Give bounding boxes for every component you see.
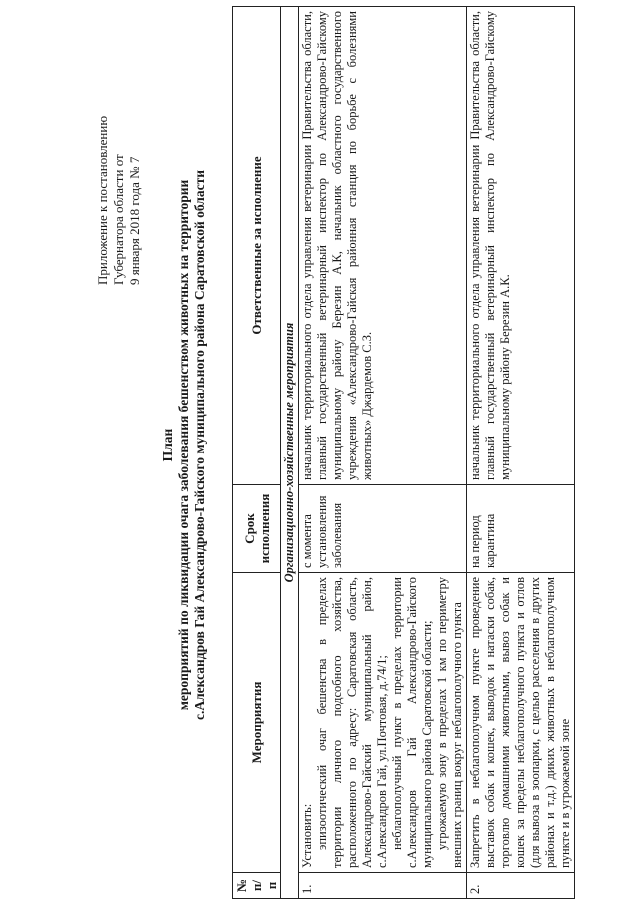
annex-line-2: Губернатора области от <box>111 154 126 285</box>
row-1-term: с момента установления заболевания <box>299 485 467 573</box>
table-row <box>299 7 467 899</box>
row-2-activity-p1: Запретить в неблагополучном пункте проведение выставок собак и кошек, выводок и натаски собак, торговлю домашними животными, вывоз собак и кошек за пределы неблагополучного пункта и отлов (для вывоза в зоопарки, с целью расселения в других районах и т.д.) диких животных в неблагополучном пункте и в угрожаемой зоне <box>468 577 572 868</box>
header-term: Срок исполнения <box>233 485 281 573</box>
table-header-row <box>233 7 281 899</box>
header-num: № п/п <box>233 873 281 899</box>
row-2-num: 2. <box>467 873 575 899</box>
header-responsible: Ответственные за исполнение <box>233 7 281 485</box>
row-2-term: на период карантина <box>467 485 575 573</box>
row-1-responsible: начальник территориального отдела управления ветеринарии Правительства области, главный государственный ветеринарный инспектор по Александрово-Гайскому муниципальному району Березин А.К, начальник областного государственного учреждения «Александрово-Гайская районная станция по борьбе с болезнями животных» Джардемов С.З. <box>299 7 467 485</box>
section-title: Организационно-хозяйственные мероприятия <box>281 7 299 899</box>
annex-line-1: Приложение к постановлению <box>95 115 110 285</box>
row-1-activity-p2: эпизоотический очаг бешенства в пределах территории личного подсобного хозяйства, расположенного по адресу: Саратовская область, Александрово-Гайский муниципальный район, с.Александров Гай, ул.Почтовая, д.74/1; <box>315 577 389 868</box>
row-2-activity <box>467 573 575 873</box>
title-line-1: План <box>160 428 175 462</box>
title-line-3: с.Александров Гай Александрово-Гайского муниципального района Саратовской области <box>192 169 207 721</box>
row-1-activity-p1: Установить: <box>300 803 314 868</box>
row-1-num: 1. <box>299 873 467 899</box>
row-1-activity-p4: угрожаемую зону в пределах 1 км по периметру внешних границ вокруг неблагополучного пункта <box>435 577 464 868</box>
annex-note <box>95 55 143 285</box>
row-2-responsible: начальник территориального отдела управления ветеринарии Правительства области, главный государственный ветеринарный инспектор по Александрово-Гайскому муниципальному району Березин А.К. <box>467 7 575 485</box>
section-row <box>281 7 299 899</box>
title-line-2: мероприятий по ликвидации очага заболевания бешенством животных на территории <box>176 179 191 711</box>
row-1-activity <box>299 573 467 873</box>
plan-table <box>232 6 575 899</box>
row-1-activity-p3: неблагополучный пункт в пределах территории с.Александров Гай Александрово-Гайского муниципального района Саратовской области; <box>390 577 434 868</box>
document-title <box>160 45 208 845</box>
table-row <box>467 7 575 899</box>
annex-line-3: 9 января 2018 года № 7 <box>127 156 142 285</box>
header-activity: Мероприятия <box>233 573 281 873</box>
